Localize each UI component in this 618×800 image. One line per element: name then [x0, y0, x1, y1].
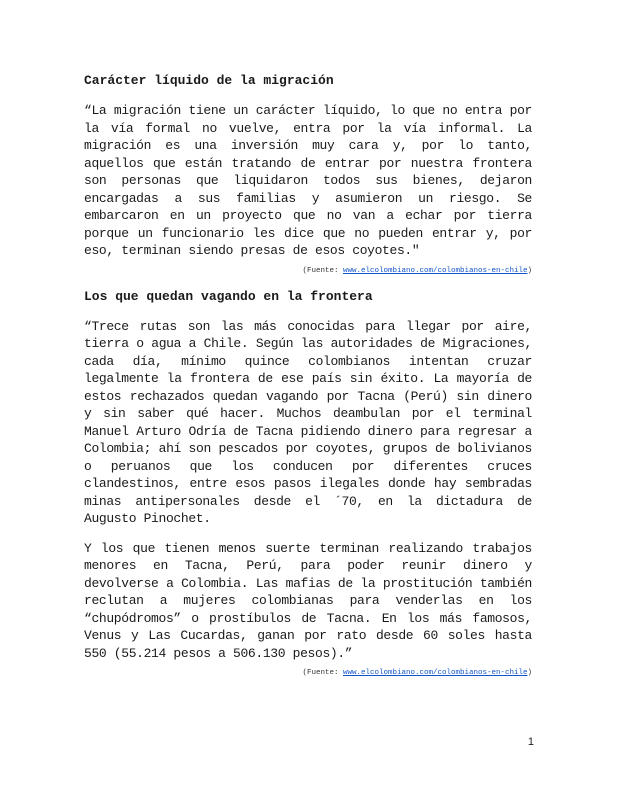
source-prefix: (Fuente: — [302, 266, 343, 275]
document-content — [84, 66, 532, 678]
section-heading-border: Los que quedan vagando en la frontera — [84, 288, 373, 304]
page-number: 1 — [527, 736, 534, 748]
quote-paragraph-liquid-migration: “La migración tiene un carácter líquido, lo que no entra por la vía formal no vuelve, entra por la vía informal. La migración es una inversión muy cara y, por lo tanto, aquellos que están tratando de entrar por nuestra frontera son personas que liquidaron todos sus bienes, dejaron encargadas a sus familias y asumieron un riesgo. Se embarcaron en un proyecto que no van a echar por tierra porque un funcionario les dice que no pueden entrar y, por eso, terminan siendo presas de esos coyotes." — [84, 103, 532, 258]
section-heading-liquid-migration: Carácter líquido de la migración — [84, 73, 334, 88]
source-citation-2 — [84, 668, 532, 678]
source-suffix: ) — [527, 669, 532, 677]
source-link-1[interactable]: www.elcolombiano.com/colombianos-en-chile — [342, 266, 528, 275]
source-suffix: ) — [527, 266, 532, 275]
source-link-2[interactable]: www.elcolombiano.com/colombianos-en-chile — [342, 669, 528, 677]
quote-paragraph-tacna: Y los que tienen menos suerte terminan realizando trabajos menores en Tacna, Perú, para poder reunir dinero y devolverse a Colombia. Las mafias de la prostitución también reclutan a mujeres colombianas para venderlas en los “chupódromos” o prostíbulos de Tacna. En los más famosos, Venus y Las Cucardas, ganan por rato desde 60 soles hasta 550 (55.214 pesos a 506.130 pesos).” — [84, 540, 532, 661]
quote-paragraph-routes: “Trece rutas son las más conocidas para llegar por aire, tierra o agua a Chile. Según las autoridades de Migraciones, cada día, mínimo quince colombianos intentan cruzar legalmente la frontera de ese país sin éxito. La mayoría de estos rechazados quedan vagando por Tacna (Perú) sin dinero y sin saber qué hacer. Muchos deambulan por el terminal Manuel Arturo Odría de Tacna pidiendo dinero para regresar a Colombia; ahí son pescados por coyotes, grupos de bolivianos o peruanos que los conducen por diferentes cruces clandestinos, entre esos pasos ilegales donde hay sembradas minas antipersonales desde el ´70, en la dictadura de Augusto Pinochet. — [84, 318, 532, 526]
source-prefix: (Fuente: — [302, 669, 343, 677]
source-citation-1 — [84, 266, 532, 276]
